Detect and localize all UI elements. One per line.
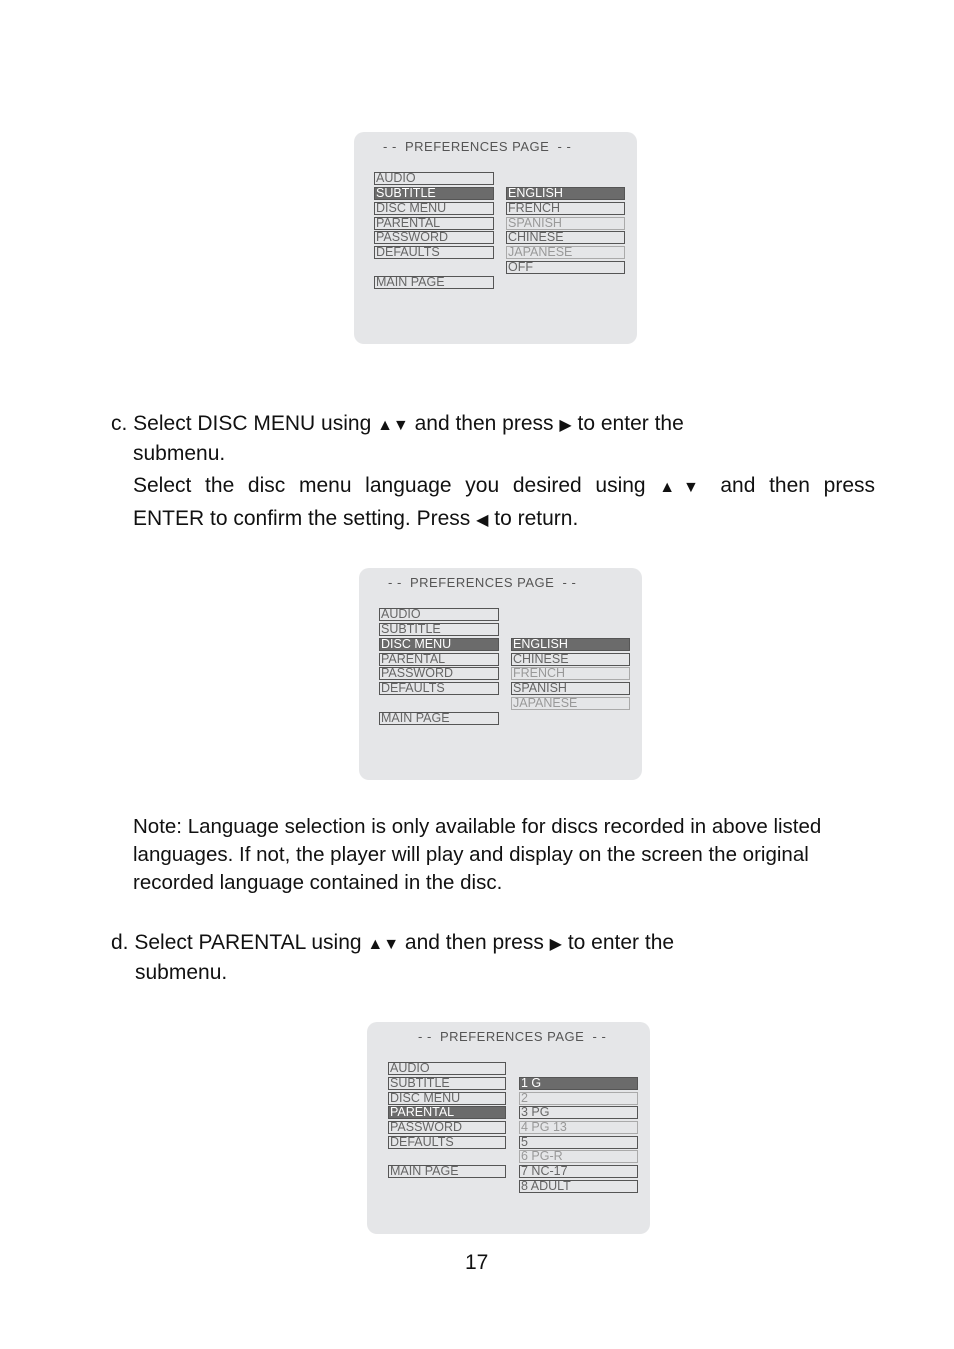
section-c-line1: c. Select DISC MENU using ▲▼ and then press ▶ to enter the — [111, 412, 684, 435]
section-c-line3: Select the disc menu language you desired using ▲▼ and then press — [133, 474, 876, 497]
menu-item-parental[interactable]: PARENTAL — [379, 653, 499, 666]
option-spanish[interactable]: SPANISH — [511, 682, 630, 695]
page-number: 17 — [465, 1251, 489, 1274]
rating-option-7[interactable]: 7 NC-17 — [519, 1165, 638, 1178]
preferences-panel-parental — [367, 1022, 650, 1234]
section-d-line1: d. Select PARENTAL using ▲▼ and then press ▶ to enter the — [111, 931, 675, 954]
rating-option-6[interactable]: 6 PG-R — [519, 1150, 638, 1163]
menu-item-subtitle[interactable]: SUBTITLE — [374, 187, 494, 200]
note-line2: languages. If not, the player will play and display on the screen the original — [133, 843, 809, 866]
note-line3: recorded language contained in the disc. — [133, 871, 503, 894]
option-chinese[interactable]: CHINESE — [511, 653, 630, 666]
menu-item-audio[interactable]: AUDIO — [388, 1062, 506, 1075]
rating-option-5[interactable]: 5 — [519, 1136, 638, 1149]
rating-option-1[interactable]: 1 G — [519, 1077, 638, 1090]
menu-item-defaults[interactable]: DEFAULTS — [374, 246, 494, 259]
rating-option-3[interactable]: 3 PG — [519, 1106, 638, 1119]
menu-item-defaults[interactable]: DEFAULTS — [379, 682, 499, 695]
rating-option-2[interactable]: 2 — [519, 1092, 638, 1105]
section-c-line4: ENTER to confirm the setting. Press ◀ to return. — [133, 507, 579, 530]
menu-item-parental[interactable]: PARENTAL — [388, 1106, 506, 1119]
option-spanish[interactable]: SPANISH — [506, 217, 625, 230]
menu-item-password[interactable]: PASSWORD — [374, 231, 494, 244]
menu-item-main-page[interactable]: MAIN PAGE — [388, 1165, 506, 1178]
option-japanese[interactable]: JAPANESE — [511, 697, 630, 710]
menu-item-disc-menu[interactable]: DISC MENU — [379, 638, 499, 651]
menu-item-defaults[interactable]: DEFAULTS — [388, 1136, 506, 1149]
menu-item-audio[interactable]: AUDIO — [379, 608, 499, 621]
option-english[interactable]: ENGLISH — [511, 638, 630, 651]
menu-item-subtitle[interactable]: SUBTITLE — [379, 623, 499, 636]
option-french[interactable]: FRENCH — [506, 202, 625, 215]
menu-item-disc-menu[interactable]: DISC MENU — [388, 1092, 506, 1105]
menu-item-subtitle[interactable]: SUBTITLE — [388, 1077, 506, 1090]
rating-option-8[interactable]: 8 ADULT — [519, 1180, 638, 1193]
section-d-line2: submenu. — [135, 961, 228, 984]
left-arrow-icon: ◀ — [476, 512, 489, 529]
menu-item-main-page[interactable]: MAIN PAGE — [374, 276, 494, 289]
menu-item-password[interactable]: PASSWORD — [379, 667, 499, 680]
menu-item-main-page[interactable]: MAIN PAGE — [379, 712, 499, 725]
menu-item-password[interactable]: PASSWORD — [388, 1121, 506, 1134]
right-arrow-icon: ▶ — [549, 936, 562, 953]
option-english[interactable]: ENGLISH — [506, 187, 625, 200]
preferences-panel-subtitle — [354, 132, 637, 344]
up-down-arrows-icon: ▲▼ — [367, 936, 400, 953]
up-down-arrows-icon: ▲▼ — [659, 479, 707, 496]
right-arrow-icon: ▶ — [559, 417, 572, 434]
option-french[interactable]: FRENCH — [511, 667, 630, 680]
menu-item-parental[interactable]: PARENTAL — [374, 217, 494, 230]
panel-title: - - PREFERENCES PAGE - - — [388, 575, 577, 590]
menu-item-audio[interactable]: AUDIO — [374, 172, 494, 185]
up-down-arrows-icon: ▲▼ — [377, 417, 409, 434]
preferences-panel-disc-menu — [359, 568, 642, 780]
panel-title: - - PREFERENCES PAGE - - — [383, 139, 572, 154]
section-c-line2: submenu. — [133, 442, 226, 465]
panel-title: - - PREFERENCES PAGE - - — [418, 1029, 607, 1044]
rating-option-4[interactable]: 4 PG 13 — [519, 1121, 638, 1134]
menu-item-disc-menu[interactable]: DISC MENU — [374, 202, 494, 215]
option-chinese[interactable]: CHINESE — [506, 231, 625, 244]
option-off[interactable]: OFF — [506, 261, 625, 274]
note-line1: Note: Language selection is only available for discs recorded in above listed — [133, 815, 822, 838]
option-japanese[interactable]: JAPANESE — [506, 246, 625, 259]
